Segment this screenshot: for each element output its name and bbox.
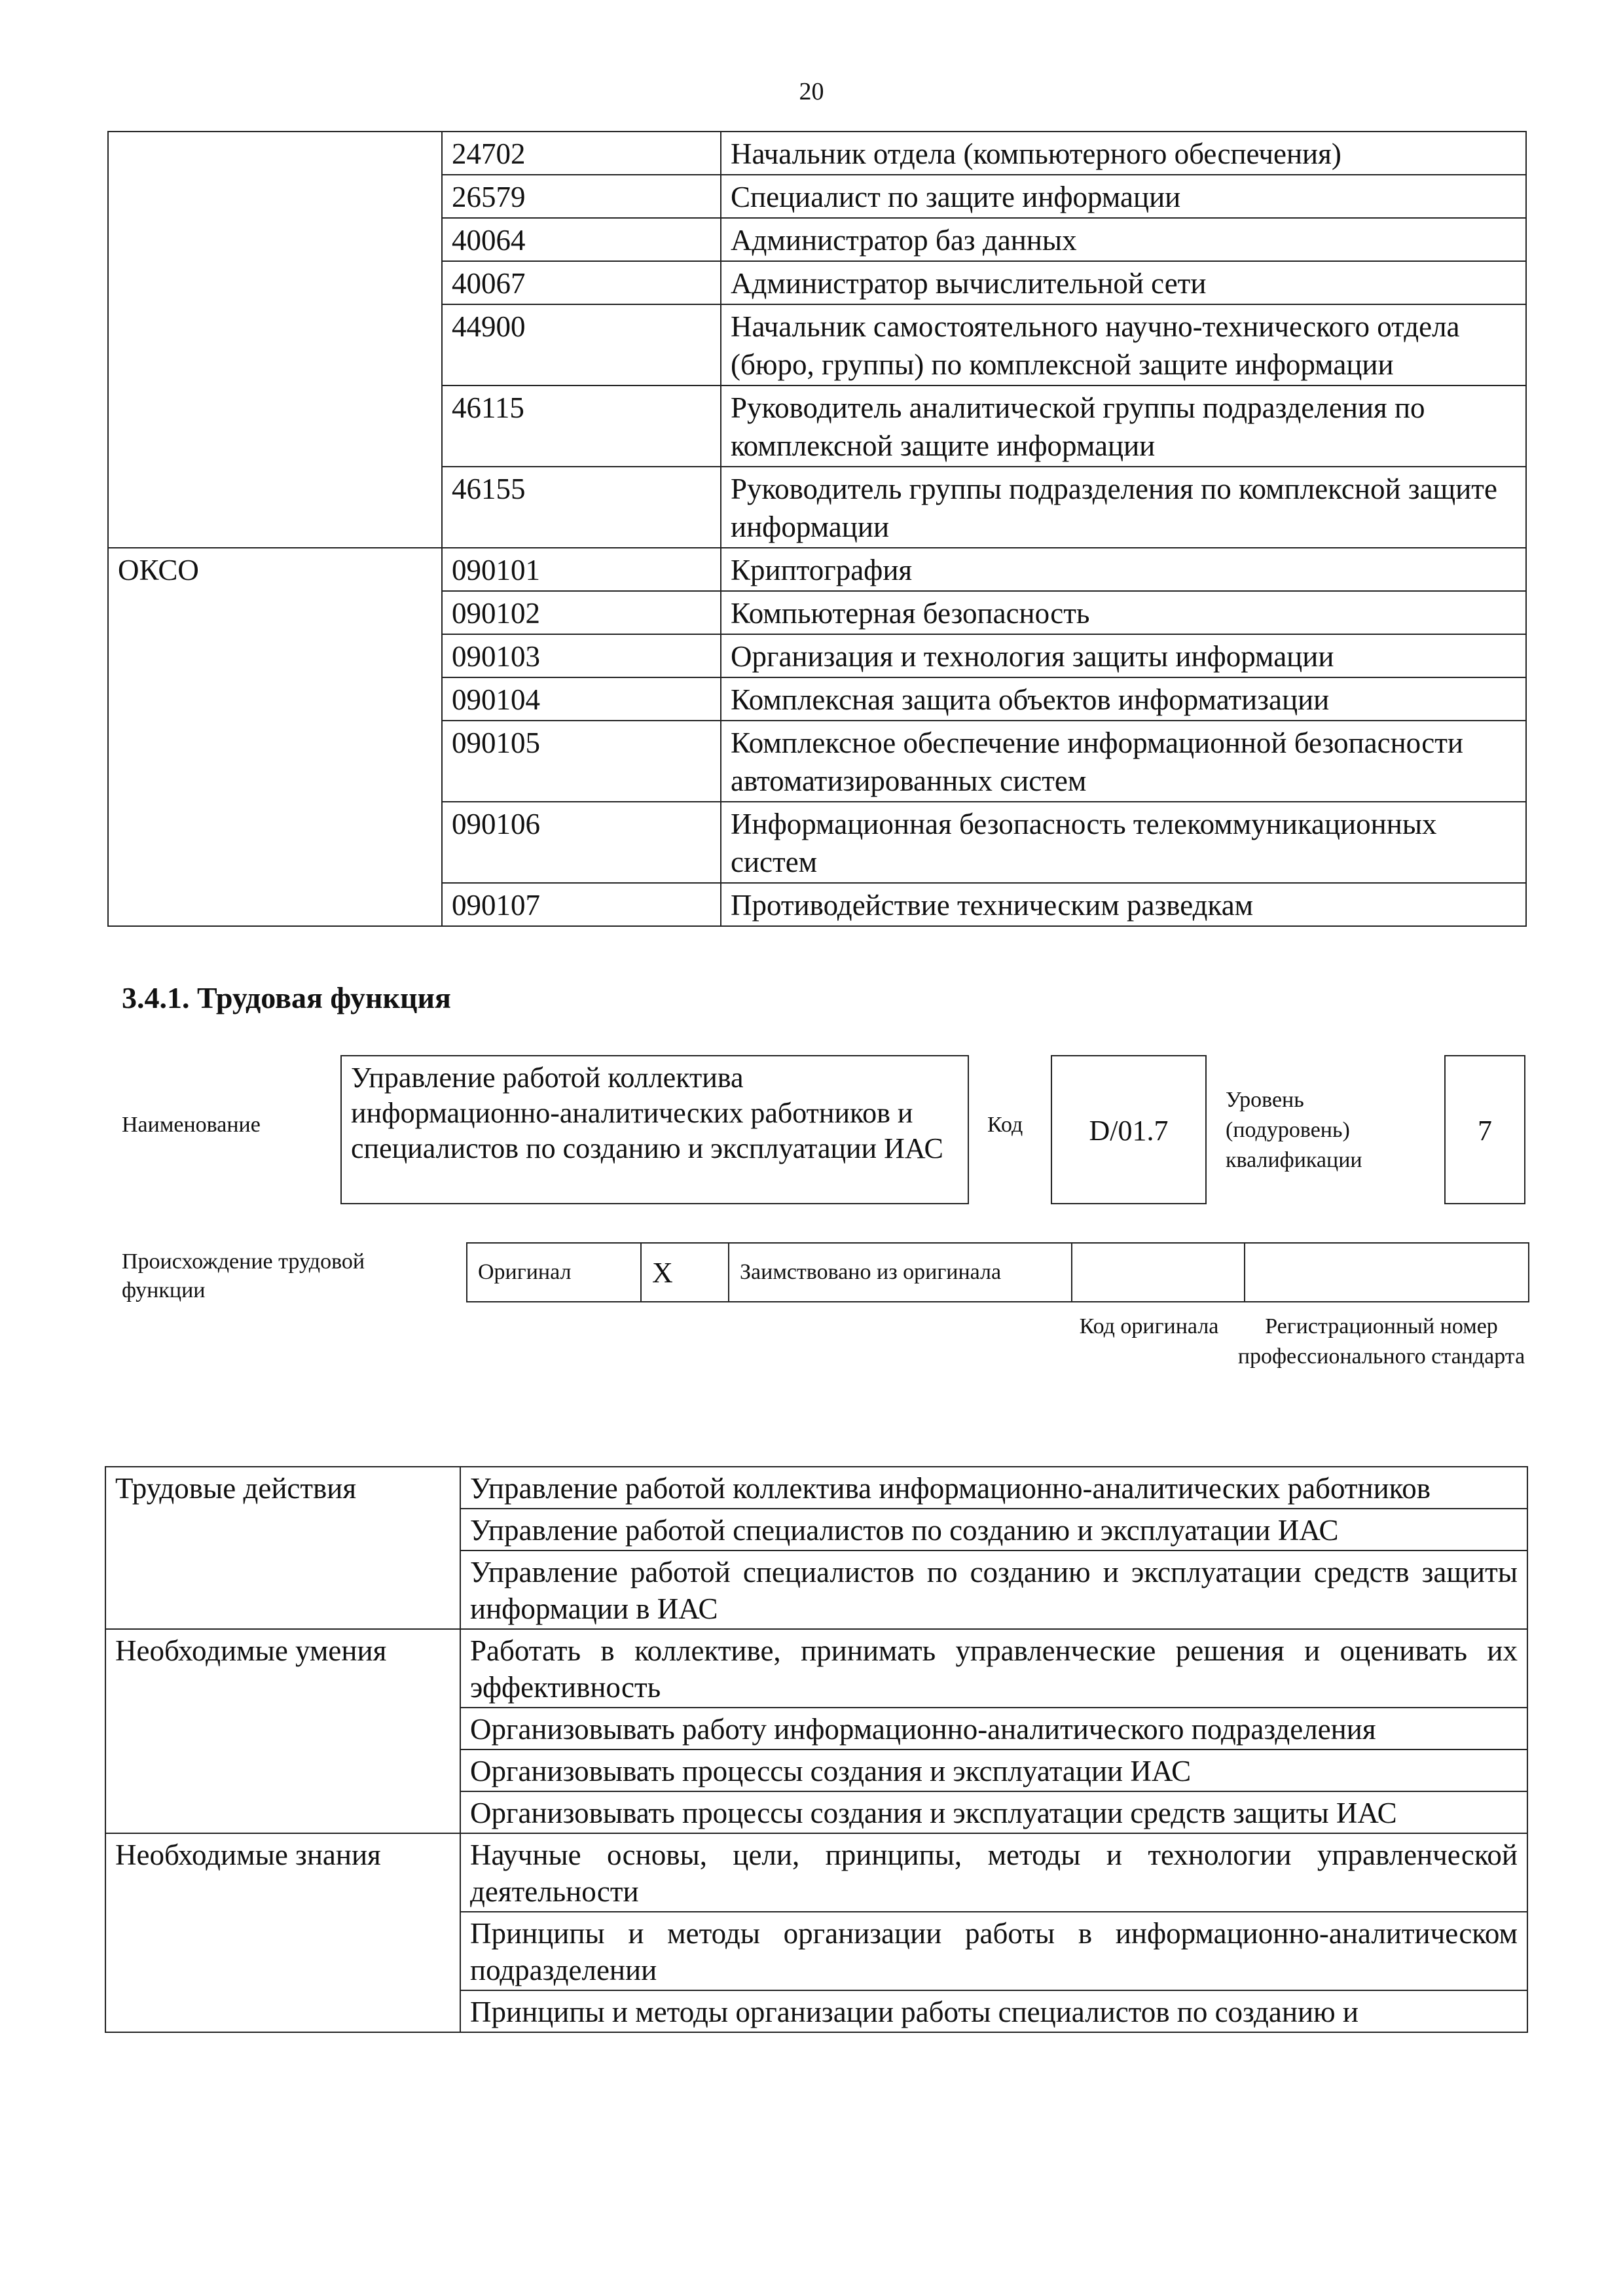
classifier-cell bbox=[108, 175, 442, 218]
occupation-name-cell: Криптография bbox=[721, 548, 1526, 591]
function-details-table bbox=[105, 1466, 1528, 2033]
classifier-cell bbox=[108, 802, 442, 883]
code-row bbox=[108, 721, 1526, 802]
original-label: Оригинал bbox=[467, 1243, 641, 1302]
code-row bbox=[108, 677, 1526, 721]
code-cell: 26579 bbox=[442, 175, 721, 218]
details-text-cell: Управление работой специалистов по созданию и эксплуатации средств защиты информации в ИАС bbox=[460, 1551, 1527, 1629]
qualification-level-label: Уровень (подуровень) квалификации bbox=[1226, 1088, 1362, 1172]
occupation-name-cell: Комплексная защита объектов информатизации bbox=[721, 677, 1526, 721]
details-text-cell: Управление работой коллектива информационно-аналитических работников bbox=[460, 1467, 1527, 1509]
classifier-cell bbox=[108, 304, 442, 386]
code-cell: 090105 bbox=[442, 721, 721, 802]
details-text-cell: Организовывать процессы создания и эксплуатации средств защиты ИАС bbox=[460, 1791, 1527, 1833]
occupation-name-cell: Специалист по защите информации bbox=[721, 175, 1526, 218]
occupation-name-cell: Руководитель группы подразделения по комплексной защите информации bbox=[721, 467, 1526, 548]
borrowed-label: Заимствовано из оригинала bbox=[729, 1243, 1072, 1302]
code-cell: 40064 bbox=[442, 218, 721, 261]
origin-table bbox=[466, 1242, 1529, 1302]
details-row bbox=[105, 1833, 1527, 1912]
occupation-name-cell: Администратор вычислительной сети bbox=[721, 261, 1526, 304]
details-text-cell: Управление работой специалистов по созданию и эксплуатации ИАС bbox=[460, 1509, 1527, 1551]
details-text-cell: Работать в коллективе, принимать управленческие решения и оценивать их эффективность bbox=[460, 1629, 1527, 1708]
code-cell: 40067 bbox=[442, 261, 721, 304]
details-category-cell: Необходимые знания bbox=[105, 1833, 460, 1912]
details-text-cell: Принципы и методы организации работы специалистов по созданию и bbox=[460, 1990, 1527, 2032]
section-heading: 3.4.1. Трудовая функция bbox=[122, 981, 451, 1014]
details-category-cell bbox=[105, 1551, 460, 1629]
code-cell: 090102 bbox=[442, 591, 721, 634]
classifier-cell bbox=[108, 883, 442, 926]
occupation-name-cell: Комплексное обеспечение информационной безопасности автоматизированных систем bbox=[721, 721, 1526, 802]
codes-table bbox=[107, 131, 1527, 927]
details-row bbox=[105, 1551, 1527, 1629]
code-row bbox=[108, 261, 1526, 304]
function-code-box: D/01.7 bbox=[1051, 1055, 1207, 1204]
code-row bbox=[108, 591, 1526, 634]
occupation-name-cell: Администратор баз данных bbox=[721, 218, 1526, 261]
codes-table-body bbox=[108, 132, 1526, 926]
occupation-name-cell: Руководитель аналитической группы подразделения по комплексной защите информации bbox=[721, 386, 1526, 467]
code-row bbox=[108, 386, 1526, 467]
function-name-label: Наименование bbox=[122, 1113, 261, 1137]
details-row bbox=[105, 1509, 1527, 1551]
details-category-cell bbox=[105, 1791, 460, 1833]
function-details-body bbox=[105, 1467, 1527, 2032]
occupation-name-cell: Начальник отдела (компьютерного обеспечения) bbox=[721, 132, 1526, 175]
classifier-cell bbox=[108, 261, 442, 304]
classifier-cell: ОКСО bbox=[108, 548, 442, 591]
details-text-cell: Организовывать работу информационно-аналитического подразделения bbox=[460, 1708, 1527, 1749]
code-row bbox=[108, 802, 1526, 883]
function-name-box: Управление работой коллектива информационно-аналитических работников и специалистов по созданию и эксплуатации ИАС bbox=[340, 1055, 969, 1204]
details-category-cell bbox=[105, 1912, 460, 1990]
details-row bbox=[105, 1708, 1527, 1749]
classifier-cell bbox=[108, 467, 442, 548]
original-code-caption: Код оригинала bbox=[1079, 1314, 1219, 1338]
origin-row bbox=[467, 1243, 1529, 1302]
details-row bbox=[105, 1467, 1527, 1509]
qualification-level-box: 7 bbox=[1444, 1055, 1525, 1204]
code-cell: 090106 bbox=[442, 802, 721, 883]
classifier-cell bbox=[108, 721, 442, 802]
original-mark: X bbox=[641, 1243, 729, 1302]
details-category-cell bbox=[105, 1509, 460, 1551]
code-row bbox=[108, 467, 1526, 548]
origin-label: Происхождение трудовой функции bbox=[122, 1249, 365, 1302]
details-category-cell bbox=[105, 1990, 460, 2032]
original-code-cell bbox=[1072, 1243, 1245, 1302]
details-row bbox=[105, 1629, 1527, 1708]
code-row bbox=[108, 132, 1526, 175]
details-category-cell: Трудовые действия bbox=[105, 1467, 460, 1509]
code-row bbox=[108, 883, 1526, 926]
code-cell: 46115 bbox=[442, 386, 721, 467]
code-cell: 090103 bbox=[442, 634, 721, 677]
classifier-cell bbox=[108, 132, 442, 175]
details-text-cell: Организовывать процессы создания и эксплуатации ИАС bbox=[460, 1749, 1527, 1791]
code-cell: 090107 bbox=[442, 883, 721, 926]
details-category-cell bbox=[105, 1708, 460, 1749]
code-cell: 24702 bbox=[442, 132, 721, 175]
occupation-name-cell: Противодействие техническим разведкам bbox=[721, 883, 1526, 926]
code-row bbox=[108, 218, 1526, 261]
code-cell: 090101 bbox=[442, 548, 721, 591]
occupation-name-cell: Компьютерная безопасность bbox=[721, 591, 1526, 634]
code-cell: 44900 bbox=[442, 304, 721, 386]
details-row bbox=[105, 1990, 1527, 2032]
occupation-name-cell: Начальник самостоятельного научно-технического отдела (бюро, группы) по комплексной защите информации bbox=[721, 304, 1526, 386]
code-cell: 090104 bbox=[442, 677, 721, 721]
occupation-name-cell: Организация и технология защиты информации bbox=[721, 634, 1526, 677]
details-category-cell bbox=[105, 1749, 460, 1791]
classifier-cell bbox=[108, 634, 442, 677]
code-row bbox=[108, 175, 1526, 218]
registration-number-cell bbox=[1245, 1243, 1529, 1302]
classifier-cell bbox=[108, 591, 442, 634]
code-cell: 46155 bbox=[442, 467, 721, 548]
details-text-cell: Научные основы, цели, принципы, методы и технологии управленческой деятельности bbox=[460, 1833, 1527, 1912]
occupation-name-cell: Информационная безопасность телекоммуникационных систем bbox=[721, 802, 1526, 883]
code-row bbox=[108, 548, 1526, 591]
function-code-label: Код bbox=[987, 1113, 1023, 1137]
classifier-cell bbox=[108, 677, 442, 721]
registration-number-caption: Регистрационный номер профессионального стандарта bbox=[1237, 1314, 1525, 1369]
page-number: 20 bbox=[799, 78, 824, 105]
details-row bbox=[105, 1749, 1527, 1791]
details-row bbox=[105, 1791, 1527, 1833]
details-category-cell: Необходимые умения bbox=[105, 1629, 460, 1708]
details-text-cell: Принципы и методы организации работы в информационно-аналитическом подразделении bbox=[460, 1912, 1527, 1990]
classifier-cell bbox=[108, 386, 442, 467]
code-row bbox=[108, 304, 1526, 386]
code-row bbox=[108, 634, 1526, 677]
details-row bbox=[105, 1912, 1527, 1990]
classifier-cell bbox=[108, 218, 442, 261]
